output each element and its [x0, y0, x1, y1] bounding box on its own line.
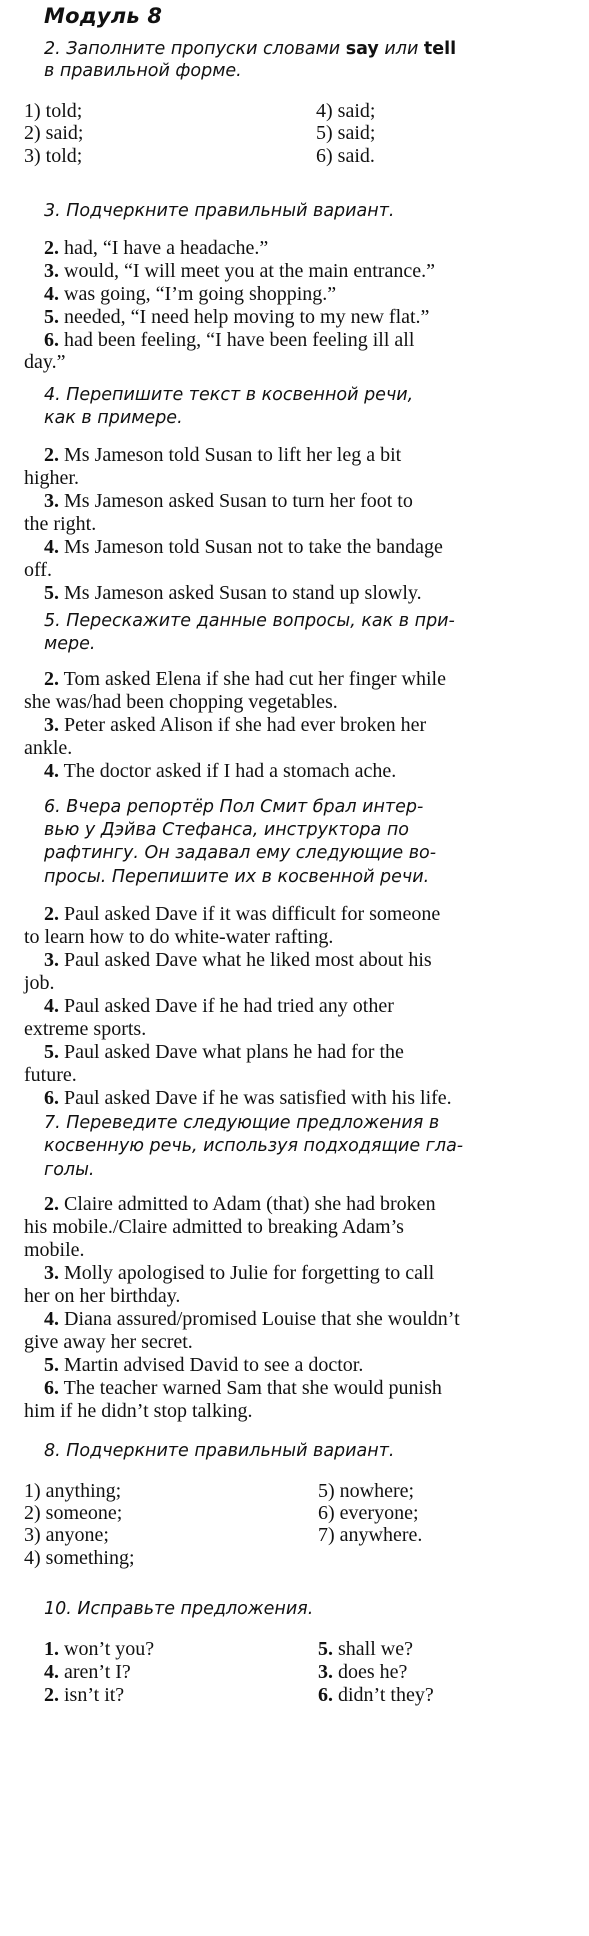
task-7-line: mobile.	[24, 1239, 85, 1261]
task-2-answer: 2) said;	[24, 122, 84, 144]
task-4-line: the right.	[24, 513, 97, 535]
task-4-line	[44, 580, 569, 606]
task-3-title: 3. Подчеркните правильный вариант.	[44, 201, 395, 221]
task-6-title: рафтингу. Он задавал ему следующие во-	[44, 843, 437, 863]
item-number: 3.	[44, 490, 59, 512]
task-2-title-line2: в правильной форме.	[44, 61, 242, 81]
task-6-title: просы. Перепишите их в косвенной речи.	[44, 867, 430, 887]
item-number: 4.	[44, 995, 59, 1017]
task-7-title: 7. Переведите следующие предложения в	[44, 1113, 440, 1133]
task-6-line: job.	[24, 972, 55, 994]
item-text: The doctor asked if I had a stomach ache.	[59, 760, 397, 782]
task-7-line: give away her secret.	[24, 1331, 193, 1353]
item-text: would, “I will meet you at the main entrance.”	[59, 260, 435, 282]
task-5-title: 5. Перескажите данные вопросы, как в при-	[44, 611, 455, 631]
item-number: 6.	[44, 1377, 59, 1399]
task-6-title: 6. Вчера репортёр Пол Смит брал интер-	[44, 797, 424, 817]
item-text: Paul asked Dave if he had tried any other	[59, 995, 394, 1017]
task-2-answer: 4) said;	[316, 100, 376, 122]
item-number: 4.	[44, 1661, 59, 1683]
item-number: 3.	[44, 714, 59, 736]
item-text: aren’t I?	[59, 1661, 131, 1683]
task-7-line: him if he didn’t stop talking.	[24, 1400, 253, 1422]
task-6-title: вью у Дэйва Стефанса, инструктора по	[44, 820, 409, 840]
item-text: had, “I have a headache.”	[59, 237, 269, 259]
item-text: Ms Jameson asked Susan to turn her foot to	[59, 490, 413, 512]
item-number: 3.	[44, 1262, 59, 1284]
item-text: Claire admitted to Adam (that) she had broken	[59, 1193, 436, 1215]
item-number: 2.	[44, 237, 59, 259]
task-2-title-say: say	[345, 39, 379, 59]
item-text: Diana assured/promised Louise that she wouldn’t	[59, 1308, 460, 1330]
task-2-answer: 3) told;	[24, 145, 83, 167]
item-number: 4.	[44, 536, 59, 558]
task-2-title-text: 2. Заполните пропуски словами	[44, 39, 346, 59]
task-4-line: higher.	[24, 467, 79, 489]
item-number: 5.	[44, 1354, 59, 1376]
task-8-answer: 3) anyone;	[24, 1524, 109, 1546]
task-5-line: ankle.	[24, 737, 73, 759]
task-8-answer: 2) someone;	[24, 1502, 123, 1524]
task-2-answer: 1) told;	[24, 100, 83, 122]
task-8-answer: 4) something;	[24, 1547, 135, 1569]
item-number: 1.	[44, 1638, 59, 1660]
item-text: won’t you?	[59, 1638, 155, 1660]
task-8-answer: 1) anything;	[24, 1480, 122, 1502]
item-text: Paul asked Dave what he liked most about his	[59, 949, 432, 971]
task-8-answer: 6) everyone;	[318, 1502, 419, 1524]
item-text: Martin advised David to see a doctor.	[59, 1354, 364, 1376]
item-text: shall we?	[333, 1638, 413, 1660]
item-number: 2.	[44, 444, 59, 466]
task-4-title-line2: как в примере.	[44, 408, 183, 428]
task-4-line: off.	[24, 559, 52, 581]
task-8-answer: 5) nowhere;	[318, 1480, 415, 1502]
task-7-title: косвенную речь, используя подходящие гла-	[44, 1136, 464, 1156]
task-5-title-line2: мере.	[44, 634, 96, 654]
item-number: 2.	[44, 903, 59, 925]
item-number: 4.	[44, 760, 59, 782]
item-number: 4.	[44, 283, 59, 305]
item-text: isn’t it?	[59, 1684, 125, 1706]
task-2-answer: 6) said.	[316, 145, 375, 167]
item-text: The teacher warned Sam that she would punish	[59, 1377, 442, 1399]
task-10-title: 10. Исправьте предложения.	[44, 1599, 314, 1619]
item-number: 3.	[318, 1661, 333, 1683]
item-number: 5.	[318, 1638, 333, 1660]
item-text: was going, “I’m going shopping.”	[59, 283, 337, 305]
task-8-title: 8. Подчеркните правильный вариант.	[44, 1441, 395, 1461]
item-number: 2.	[44, 668, 59, 690]
item-text: Peter asked Alison if she had ever broken her	[59, 714, 427, 736]
task-6-line: future.	[24, 1064, 77, 1086]
item-number: 3.	[44, 260, 59, 282]
task-7-line: her on her birthday.	[24, 1285, 181, 1307]
item-text: didn’t they?	[333, 1684, 434, 1706]
task-7-title: голы.	[44, 1160, 95, 1180]
module-heading: Модуль 8	[44, 4, 163, 28]
item-number: 4.	[44, 1308, 59, 1330]
item-number: 6.	[44, 329, 59, 351]
item-text: Paul asked Dave if he was satisfied with his life.	[59, 1087, 452, 1109]
task-2-title-tell: tell	[423, 39, 457, 59]
item-text: does he?	[333, 1661, 408, 1683]
item-number: 2.	[44, 1193, 59, 1215]
task-6-line: to learn how to do white-water rafting.	[24, 926, 334, 948]
item-text: Molly apologised to Julie for forgetting to call	[59, 1262, 435, 1284]
task-10-answer	[318, 1682, 434, 1708]
item-number: 5.	[44, 1041, 59, 1063]
item-text: needed, “I need help moving to my new flat.”	[59, 306, 430, 328]
item-number: 3.	[44, 949, 59, 971]
task-4-title: 4. Перепишите текст в косвенной речи,	[44, 385, 414, 405]
item-text: had been feeling, “I have been feeling ill all	[59, 329, 415, 351]
item-number: 6.	[44, 1087, 59, 1109]
task-3-item-continuation: day.”	[24, 351, 66, 373]
item-text: Ms Jameson asked Susan to stand up slowly.	[59, 582, 422, 604]
task-2-answer: 5) said;	[316, 122, 376, 144]
item-text: Paul asked Dave if it was difficult for someone	[59, 903, 441, 925]
task-5-line: she was/had been chopping vegetables.	[24, 691, 338, 713]
item-number: 6.	[318, 1684, 333, 1706]
item-text: Tom asked Elena if she had cut her finger while	[59, 668, 446, 690]
item-text: Ms Jameson told Susan to lift her leg a bit	[59, 444, 402, 466]
task-5-line	[44, 758, 569, 784]
item-number: 5.	[44, 582, 59, 604]
task-8-answer: 7) anywhere.	[318, 1524, 423, 1546]
task-6-line: extreme sports.	[24, 1018, 147, 1040]
task-2-title-or: или	[378, 39, 424, 59]
task-7-line: his mobile./Claire admitted to breaking Adam’s	[24, 1216, 404, 1238]
item-text: Ms Jameson told Susan not to take the bandage	[59, 536, 443, 558]
item-number: 5.	[44, 306, 59, 328]
task-10-answer	[44, 1682, 124, 1708]
item-number: 2.	[44, 1684, 59, 1706]
item-text: Paul asked Dave what plans he had for the	[59, 1041, 404, 1063]
task-6-line	[44, 1085, 569, 1111]
